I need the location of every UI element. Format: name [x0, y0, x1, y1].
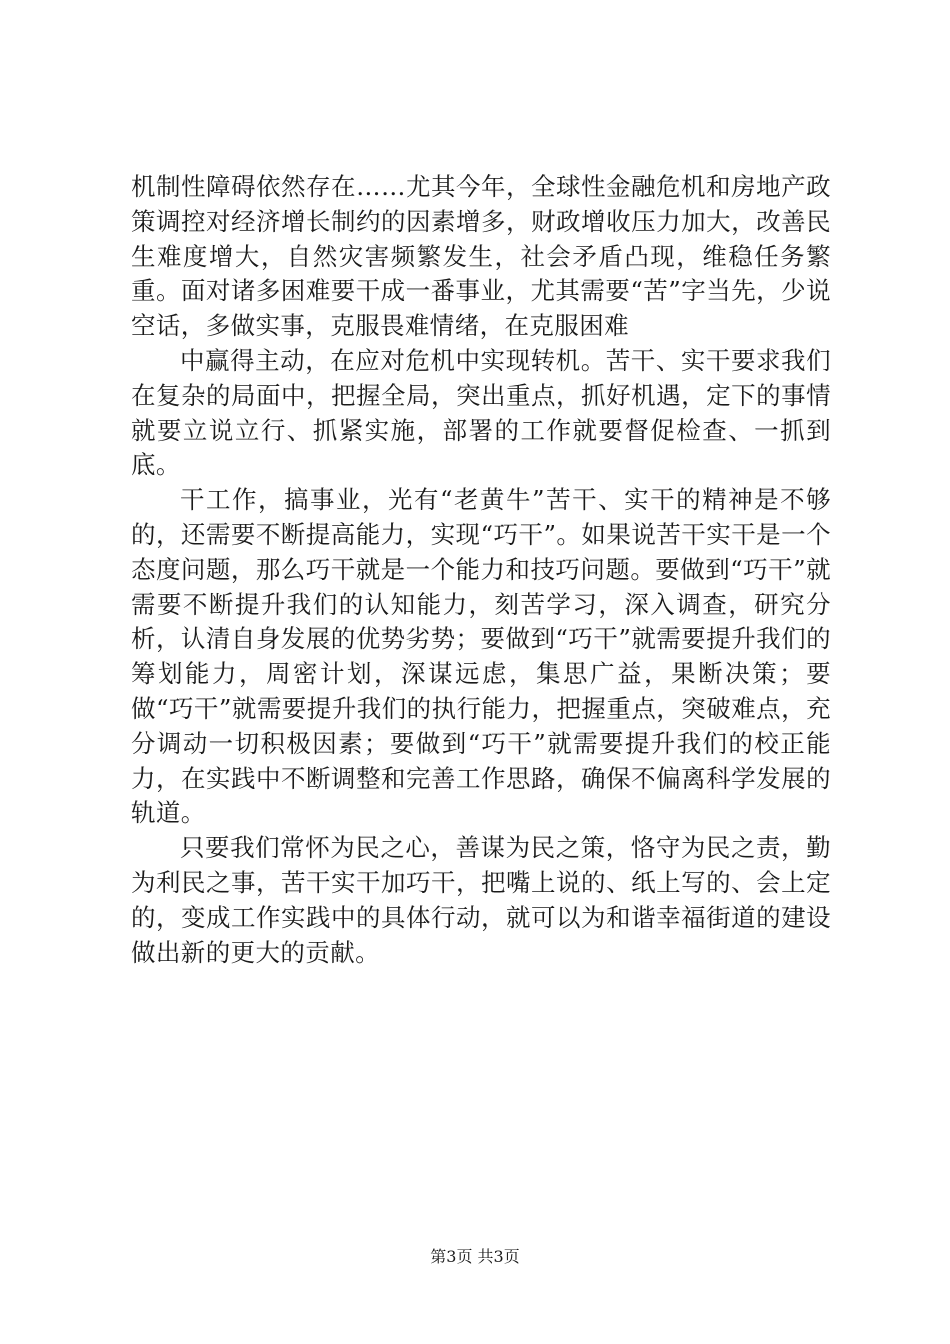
- paragraph-1: 机制性障碍依然存在……尤其今年，全球性金融危机和房地产政策调控对经济增长制约的因素增多，财政增收压力加大，改善民生难度增大，自然灾害频繁发生，社会矛盾凸现，维稳任务繁重。面对诸多困难要干成一番事业，尤其需要“苦”字当先，少说空话，多做实事，克服畏难情绪，在克服困难: [131, 172, 831, 341]
- paragraph-2: 中赢得主动，在应对危机中实现转机。苦干、实干要求我们在复杂的局面中，把握全局，突出重点，抓好机遇，定下的事情就要立说立行、抓紧实施，部署的工作就要督促检查、一抓到底。: [131, 345, 831, 480]
- paragraph-4: 只要我们常怀为民之心，善谋为民之策，恪守为民之责，勤为利民之事，苦干实干加巧干，把嘴上说的、纸上写的、会上定的，变成工作实践中的具体行动，就可以为和谐幸福街道的建设做出新的更大的贡献。: [131, 833, 831, 967]
- page-number-footer: 第3页 共3页: [430, 1247, 520, 1266]
- paragraph-3: 干工作，搞事业，光有“老黄牛”苦干、实干的精神是不够的，还需要不断提高能力，实现“巧干”。如果说苦干实干是一个态度问题，那么巧干就是一个能力和技巧问题。要做到“巧干”就需要不断提升我们的认知能力，刻苦学习，深入调查，研究分析，认清自身发展的优势劣势；要做到“巧干”就需要提升我们的筹划能力，周密计划，深谋远虑，集思广益，果断决策；要做“巧干”就需要提升我们的执行能力，把握重点，突破难点，充分调动一切积极因素；要做到“巧干”就需要提升我们的校正能力，在实践中不断调整和完善工作思路，确保不偏离科学发展的轨道。: [131, 485, 831, 828]
- document-body: [131, 170, 831, 970]
